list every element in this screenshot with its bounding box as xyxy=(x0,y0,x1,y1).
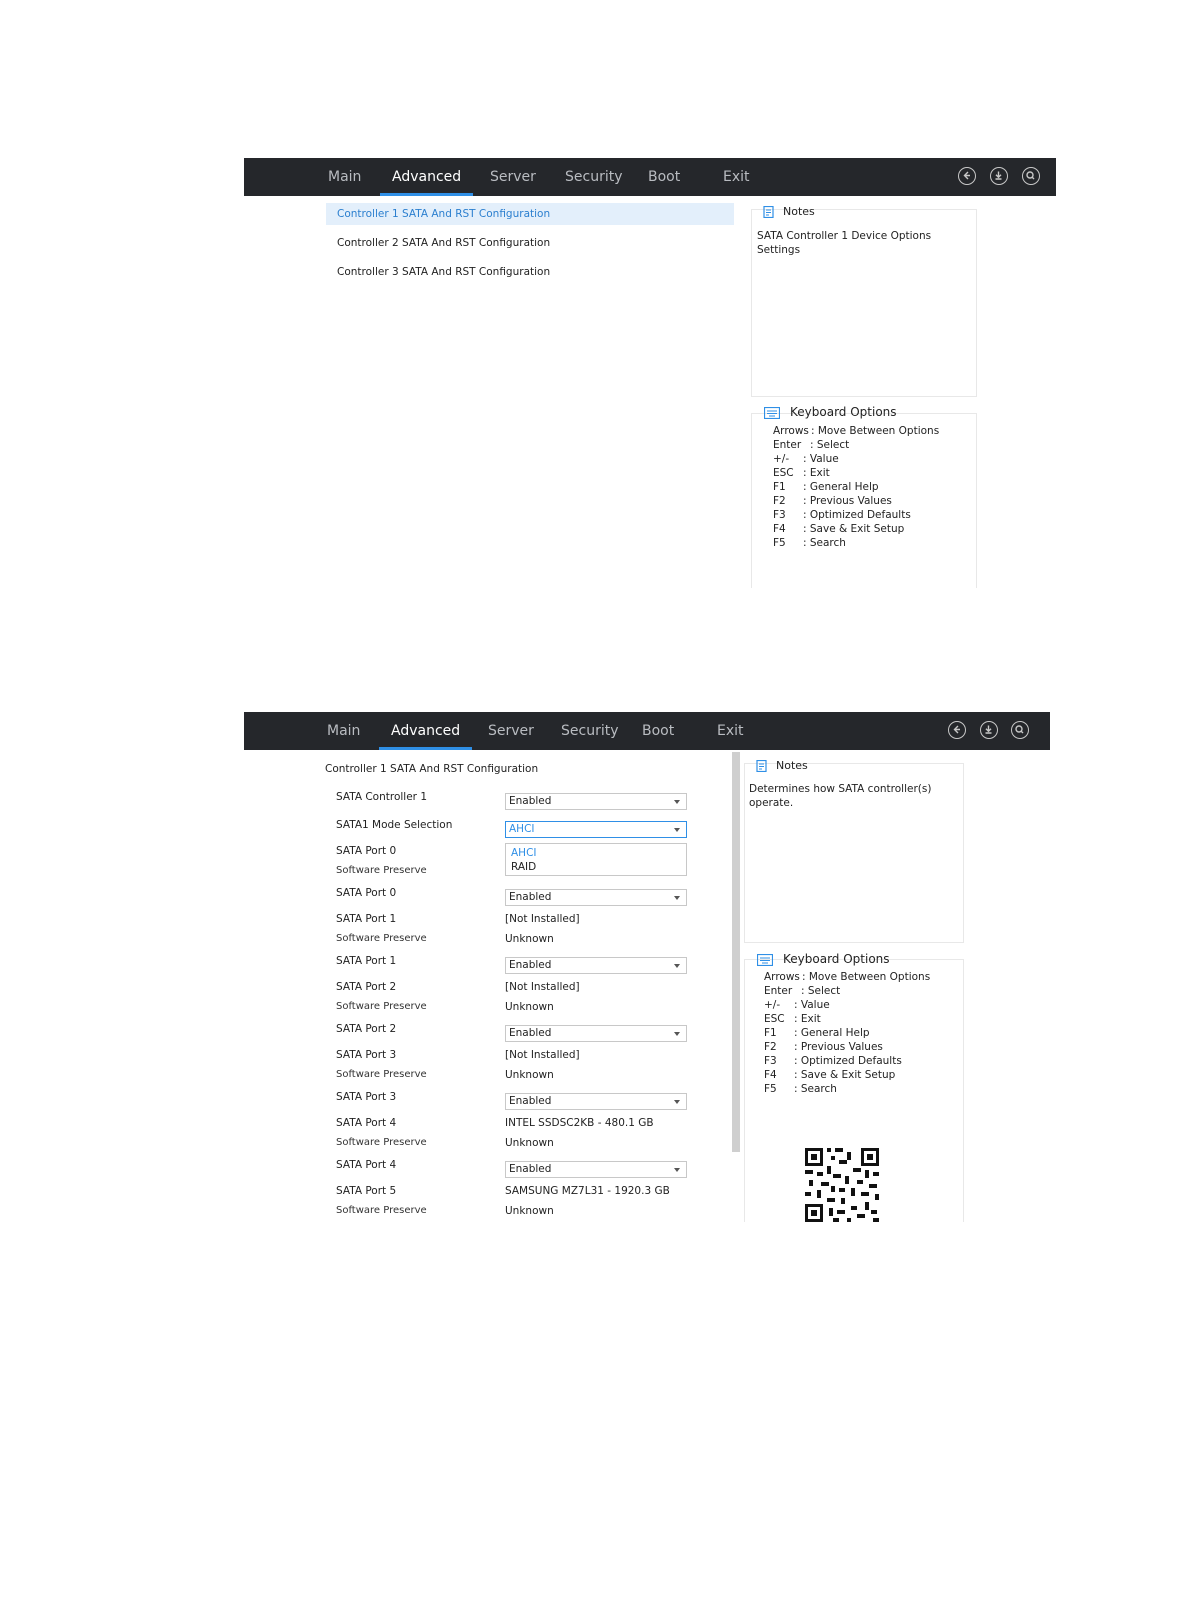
sata-port-4-select[interactable] xyxy=(505,1161,687,1178)
tab-exit[interactable]: Exit xyxy=(723,169,750,185)
row-label: SATA Port 3 xyxy=(336,1049,397,1061)
keyboard-option-row xyxy=(764,1082,959,1096)
bios-screen-2 xyxy=(244,712,1050,1222)
keyboard-options-title: Keyboard Options xyxy=(783,952,890,966)
keyboard-key: F1 xyxy=(764,1027,777,1039)
keyboard-option-row xyxy=(764,1012,959,1026)
keyboard-key: +/- xyxy=(773,453,790,465)
chevron-down-icon xyxy=(674,1032,680,1036)
keyboard-option-row xyxy=(764,1040,959,1054)
keyboard-key: F2 xyxy=(773,495,786,507)
select-value: Enabled xyxy=(509,959,552,971)
keyboard-option-row xyxy=(773,424,973,438)
tab-advanced[interactable]: Advanced xyxy=(392,158,461,196)
keyboard-key: ESC xyxy=(773,467,794,479)
sata-controller-1-select[interactable] xyxy=(505,793,687,810)
sata1-mode-select[interactable] xyxy=(505,821,687,838)
keyboard-key: Arrows xyxy=(773,425,809,437)
keyboard-options-list xyxy=(773,424,973,564)
chevron-down-icon xyxy=(674,800,680,804)
keyboard-key: Arrows xyxy=(764,971,800,983)
keyboard-option-row xyxy=(773,508,973,522)
sata-port-3-select[interactable] xyxy=(505,1093,687,1110)
chevron-down-icon xyxy=(674,896,680,900)
save-circle-icon[interactable] xyxy=(990,167,1008,185)
keyboard-desc: : Select xyxy=(801,985,841,997)
menu-item-controller-2[interactable]: Controller 2 SATA And RST Configuration xyxy=(337,237,551,249)
tab-exit[interactable]: Exit xyxy=(717,723,744,739)
keyboard-option-row xyxy=(773,452,973,466)
menu-list xyxy=(326,196,734,588)
row-value: Unknown xyxy=(505,1001,554,1013)
row-value: [Not Installed] xyxy=(505,981,580,993)
row-value: Unknown xyxy=(505,933,554,945)
keyboard-desc: : Exit xyxy=(803,467,830,479)
dropdown-option-ahci[interactable]: AHCI xyxy=(511,847,537,859)
keyboard-desc: : Optimized Defaults xyxy=(803,509,911,521)
chevron-down-icon xyxy=(674,828,680,832)
sata-port-2-select[interactable] xyxy=(505,1025,687,1042)
tab-boot[interactable]: Boot xyxy=(648,169,681,185)
keyboard-key: Enter xyxy=(773,439,802,451)
tab-advanced[interactable]: Advanced xyxy=(391,712,460,750)
notes-icon xyxy=(756,760,768,772)
row-label: SATA Port 0 xyxy=(336,845,397,857)
row-label: SATA Port 3 xyxy=(336,1091,397,1103)
keyboard-desc: : Previous Values xyxy=(803,495,892,507)
keyboard-option-row xyxy=(773,522,973,536)
keyboard-desc: : Select xyxy=(810,439,850,451)
keyboard-key: F3 xyxy=(764,1055,777,1067)
keyboard-key: F4 xyxy=(773,523,786,535)
search-circle-icon[interactable] xyxy=(1011,721,1029,739)
keyboard-desc: : Move Between Options xyxy=(811,425,940,437)
keyboard-desc: : General Help xyxy=(794,1027,870,1039)
row-label: SATA Controller 1 xyxy=(336,791,428,803)
keyboard-key: F3 xyxy=(773,509,786,521)
keyboard-key: F5 xyxy=(764,1083,777,1095)
tab-security[interactable]: Security xyxy=(561,723,619,739)
keyboard-option-row xyxy=(773,480,973,494)
keyboard-option-row xyxy=(773,536,973,550)
row-value: SAMSUNG MZ7L31 - 1920.3 GB xyxy=(505,1185,670,1197)
top-menu-bar xyxy=(244,158,1056,196)
row-label: SATA1 Mode Selection xyxy=(336,819,453,831)
back-circle-icon[interactable] xyxy=(958,167,976,185)
keyboard-desc: : Move Between Options xyxy=(802,971,931,983)
row-label: SATA Port 1 xyxy=(336,955,397,967)
top-menu-bar xyxy=(244,712,1050,750)
sata-port-0-select[interactable] xyxy=(505,889,687,906)
keyboard-desc: : Optimized Defaults xyxy=(794,1055,902,1067)
row-label: SATA Port 2 xyxy=(336,1023,397,1035)
row-label: SATA Port 4 xyxy=(336,1117,397,1129)
row-label: Software Preserve xyxy=(336,933,427,944)
tab-main[interactable]: Main xyxy=(328,169,362,185)
keyboard-icon xyxy=(757,954,773,966)
keyboard-key: F2 xyxy=(764,1041,777,1053)
row-label: Software Preserve xyxy=(336,1137,427,1148)
back-circle-icon[interactable] xyxy=(948,721,966,739)
keyboard-option-row xyxy=(764,1054,959,1068)
page-title: Controller 1 SATA And RST Configuration xyxy=(325,763,539,775)
keyboard-options-title: Keyboard Options xyxy=(790,405,897,419)
row-label: SATA Port 5 xyxy=(336,1185,397,1197)
tab-main[interactable]: Main xyxy=(327,723,361,739)
row-label: Software Preserve xyxy=(336,865,427,876)
keyboard-option-row xyxy=(764,1026,959,1040)
notes-title: Notes xyxy=(783,205,815,218)
select-value: Enabled xyxy=(509,795,552,807)
keyboard-desc: : Exit xyxy=(794,1013,821,1025)
keyboard-options-list xyxy=(764,970,959,1110)
keyboard-option-row xyxy=(764,970,959,984)
select-value: Enabled xyxy=(509,1163,552,1175)
keyboard-option-row xyxy=(773,438,973,452)
row-label: SATA Port 2 xyxy=(336,981,397,993)
keyboard-key: F5 xyxy=(773,537,786,549)
keyboard-option-row xyxy=(773,494,973,508)
select-value: Enabled xyxy=(509,1027,552,1039)
row-label: Software Preserve xyxy=(336,1205,427,1216)
keyboard-key: ESC xyxy=(764,1013,785,1025)
row-label: Software Preserve xyxy=(336,1069,427,1080)
keyboard-icon xyxy=(764,407,780,419)
keyboard-key: F1 xyxy=(773,481,786,493)
keyboard-desc: : Value xyxy=(794,999,830,1011)
keyboard-desc: : Previous Values xyxy=(794,1041,883,1053)
row-label: SATA Port 0 xyxy=(336,887,397,899)
row-value: Unknown xyxy=(505,1205,554,1217)
keyboard-desc: : Search xyxy=(803,537,846,549)
notes-text: SATA Controller 1 Device Options Settings xyxy=(757,230,932,256)
tab-server[interactable]: Server xyxy=(490,169,536,185)
keyboard-desc: : General Help xyxy=(803,481,879,493)
sata-port-1-select[interactable] xyxy=(505,957,687,974)
select-value: Enabled xyxy=(509,1095,552,1107)
tab-boot[interactable]: Boot xyxy=(642,723,675,739)
scrollbar[interactable] xyxy=(732,752,740,1152)
keyboard-option-row xyxy=(764,998,959,1012)
keyboard-key: F4 xyxy=(764,1069,777,1081)
row-label: SATA Port 1 xyxy=(336,913,397,925)
row-label: SATA Port 4 xyxy=(336,1159,397,1171)
search-circle-icon[interactable] xyxy=(1022,167,1040,185)
notes-icon xyxy=(763,206,775,218)
menu-item-controller-3[interactable]: Controller 3 SATA And RST Configuration xyxy=(337,266,551,278)
keyboard-key: Enter xyxy=(764,985,793,997)
row-value: [Not Installed] xyxy=(505,1049,580,1061)
keyboard-option-row xyxy=(764,1068,959,1082)
tab-server[interactable]: Server xyxy=(488,723,534,739)
dropdown-option-raid[interactable]: RAID xyxy=(511,861,537,873)
row-label: Software Preserve xyxy=(336,1001,427,1012)
mode-dropdown-list xyxy=(505,843,687,876)
bios-screen-1 xyxy=(244,158,1056,588)
chevron-down-icon xyxy=(674,1168,680,1172)
chevron-down-icon xyxy=(674,1100,680,1104)
select-value: AHCI xyxy=(509,823,535,835)
row-value: [Not Installed] xyxy=(505,913,580,925)
row-value: INTEL SSDSC2KB - 480.1 GB xyxy=(505,1117,654,1129)
keyboard-desc: : Value xyxy=(803,453,839,465)
qr-code-icon xyxy=(803,1146,883,1222)
keyboard-option-row xyxy=(773,466,973,480)
chevron-down-icon xyxy=(674,964,680,968)
menu-item-controller-1[interactable]: Controller 1 SATA And RST Configuration xyxy=(326,203,734,225)
select-value: Enabled xyxy=(509,891,552,903)
tab-security[interactable]: Security xyxy=(565,169,623,185)
notes-text: Determines how SATA controller(s) operate. xyxy=(749,783,932,809)
save-circle-icon[interactable] xyxy=(980,721,998,739)
keyboard-option-row xyxy=(764,984,959,998)
keyboard-desc: : Save & Exit Setup xyxy=(794,1069,896,1081)
row-value: Unknown xyxy=(505,1137,554,1149)
keyboard-desc: : Save & Exit Setup xyxy=(803,523,905,535)
keyboard-key: +/- xyxy=(764,999,781,1011)
row-value: Unknown xyxy=(505,1069,554,1081)
notes-title: Notes xyxy=(776,759,808,772)
keyboard-desc: : Search xyxy=(794,1083,837,1095)
